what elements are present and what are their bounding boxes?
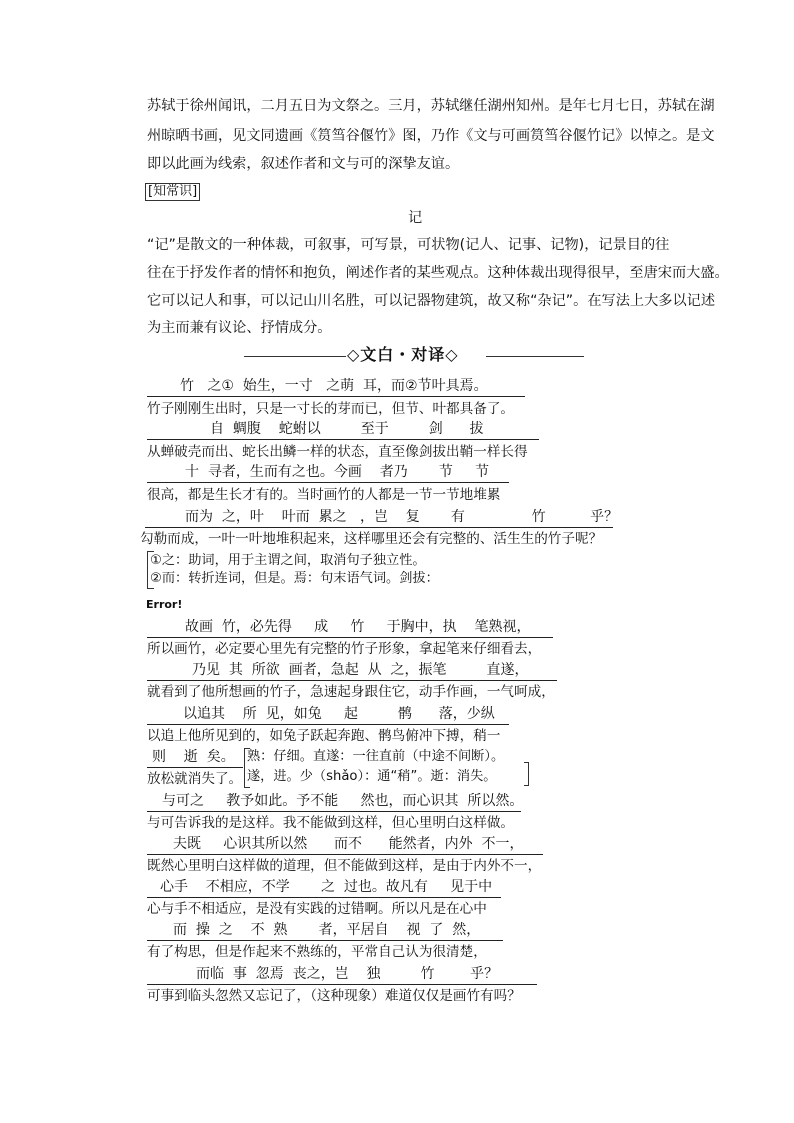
orig-underline (147, 680, 557, 681)
trans-line: 以追上他所见到的，如兔子跃起奔跑、鹘鸟俯冲下搏，稍一 (147, 728, 501, 744)
orig-line: 心手 不相应，不学 之 过也。故凡有 见于中 (160, 879, 493, 895)
orig-line: 则 逝 矣。 (152, 749, 235, 765)
error-text: Error! (146, 598, 183, 611)
side-note-bracket-right (524, 762, 529, 786)
note-2: ②而：转折连词，但是。焉：句末语气词。剑拔： (150, 571, 439, 586)
intro-line-1: 苏轼于徐州闻讯，二月五日为文祭之。三月，苏轼继任湖州知州。是年七月七日，苏轼在湖 (147, 98, 715, 114)
orig-underline (147, 811, 521, 812)
orig-underline (147, 854, 543, 855)
orig-underline (147, 396, 525, 397)
trans-line: 可事到临头忽然又忘记了，（这种现象）难道仅仅是画竹有吗？ (147, 988, 521, 1004)
intro-line-3: 即以此画为线索，叙述作者和文与可的深挚友谊。 (147, 156, 460, 172)
orig-underline (147, 439, 539, 440)
orig-underline (147, 724, 509, 725)
section-rule-right (486, 356, 584, 357)
trans-line: 就看到了他所想画的竹子，急速起身跟住它，动手作画，一气呵成， (147, 684, 555, 700)
orig-line: 而临 事 忽焉 丧之，岂 独 竹 乎？ (196, 966, 499, 982)
trans-line: 竹子刚刚生出时，只是一寸长的芽而已，但节、叶都具备了。 (147, 401, 515, 417)
side-note-1: 熟：仔细。直遂：一往直前（中途不间断）。 (247, 749, 505, 764)
knowledge-tag: [知常识] (145, 183, 200, 201)
orig-line: 乃见 其 所欲 画者，急起 从 之，振笔 直遂， (192, 662, 529, 678)
trans-line: 心与手不相适应，是没有实践的过错啊。所以凡是在心中 (147, 901, 487, 917)
orig-underline (147, 984, 537, 985)
orig-underline (147, 897, 501, 898)
trans-line: 从蝉破壳而出、蛇长出鳞一样的状态，直至像剑拔出鞘一样长得 (147, 444, 528, 460)
orig-underline (147, 637, 553, 638)
orig-line: 故画 竹，必先得 成 竹 于胸中，执 笔熟视， (185, 619, 531, 635)
side-note-2: 遂，进。少（shǎo）：通“稍”。逝：消失。 (247, 769, 497, 784)
orig-line: 而 操 之 不 熟 者，平居自 视 了 然， (173, 922, 481, 938)
orig-underline (147, 940, 503, 941)
section-title: ◇文白・对译◇ (347, 345, 459, 364)
knowledge-line-1: “记”是散文的一种体裁，可叙事，可写景，可状物(记人、记事、记物)，记景目的往 (147, 237, 670, 253)
trans-line: 既然心里明白这样做的道理，但不能做到这样，是由于内外不一， (147, 858, 542, 874)
trans-line: 勾勒而成，一叶一叶地堆积起来，这样哪里还会有完整的、活生生的竹子呢？ (140, 531, 603, 547)
orig-line: 与可之 教予如此。予不能 然也，而心识其 所以然。 (162, 793, 524, 809)
knowledge-line-4: 为主而兼有议论、抒情成分。 (147, 320, 332, 336)
orig-line: 十 寻者，生而有之也。今画 者乃 节 节 (185, 464, 490, 480)
orig-underline (145, 527, 613, 528)
knowledge-line-2: 往在于抒发作者的情怀和抱负，阐述作者的某些观点。这种体裁出现得很早，至唐宋而大盛。 (147, 265, 729, 281)
trans-line: 与可告诉我的是这样。我不能做到这样，但心里明白这样做。 (147, 815, 515, 831)
trans-line: 所以画竹，必定要心里先有完整的竹子形象，拿起笔来仔细看去， (147, 641, 542, 657)
knowledge-title: 记 (408, 210, 423, 226)
trans-line: 放松就消失了。 (147, 771, 243, 787)
orig-line: 而为 之，叶 叶而 累之 ，岂 复 有 竹 乎？ (185, 509, 619, 525)
orig-underline (147, 767, 243, 768)
trans-line: 有了构思，但是作起来不熟练的，平常自己认为很清楚， (147, 944, 487, 960)
orig-line: 竹 之① 始生，一寸 之萌 耳，而②节叶具焉。 (180, 378, 488, 394)
orig-line: 以追其 所 见，如兔 起 鹘 落，少纵 (183, 706, 495, 722)
knowledge-line-3: 它可以记人和事，可以记山川名胜，可以记器物建筑，故又称“杂记”。在写法上大多以记述 (147, 293, 716, 309)
intro-line-2: 州晾晒书画，见文同遗画《筼筜谷偃竹》图，乃作《文与可画筼筜谷偃竹记》以悼之。是文 (147, 128, 715, 144)
orig-underline (147, 482, 509, 483)
trans-line: 很高，都是生长才有的。当时画竹的人都是一节一节地堆累 (147, 487, 501, 503)
orig-line: 夫既 心识其所以然 而不 能然者，内外 不一， (173, 836, 524, 852)
orig-line: 自 蜩腹 蛇蚹以 至于 剑 拔 (210, 421, 484, 437)
note-1: ①之：助词，用于主谓之间，取消句子独立性。 (150, 553, 426, 568)
section-rule-left (244, 356, 346, 357)
